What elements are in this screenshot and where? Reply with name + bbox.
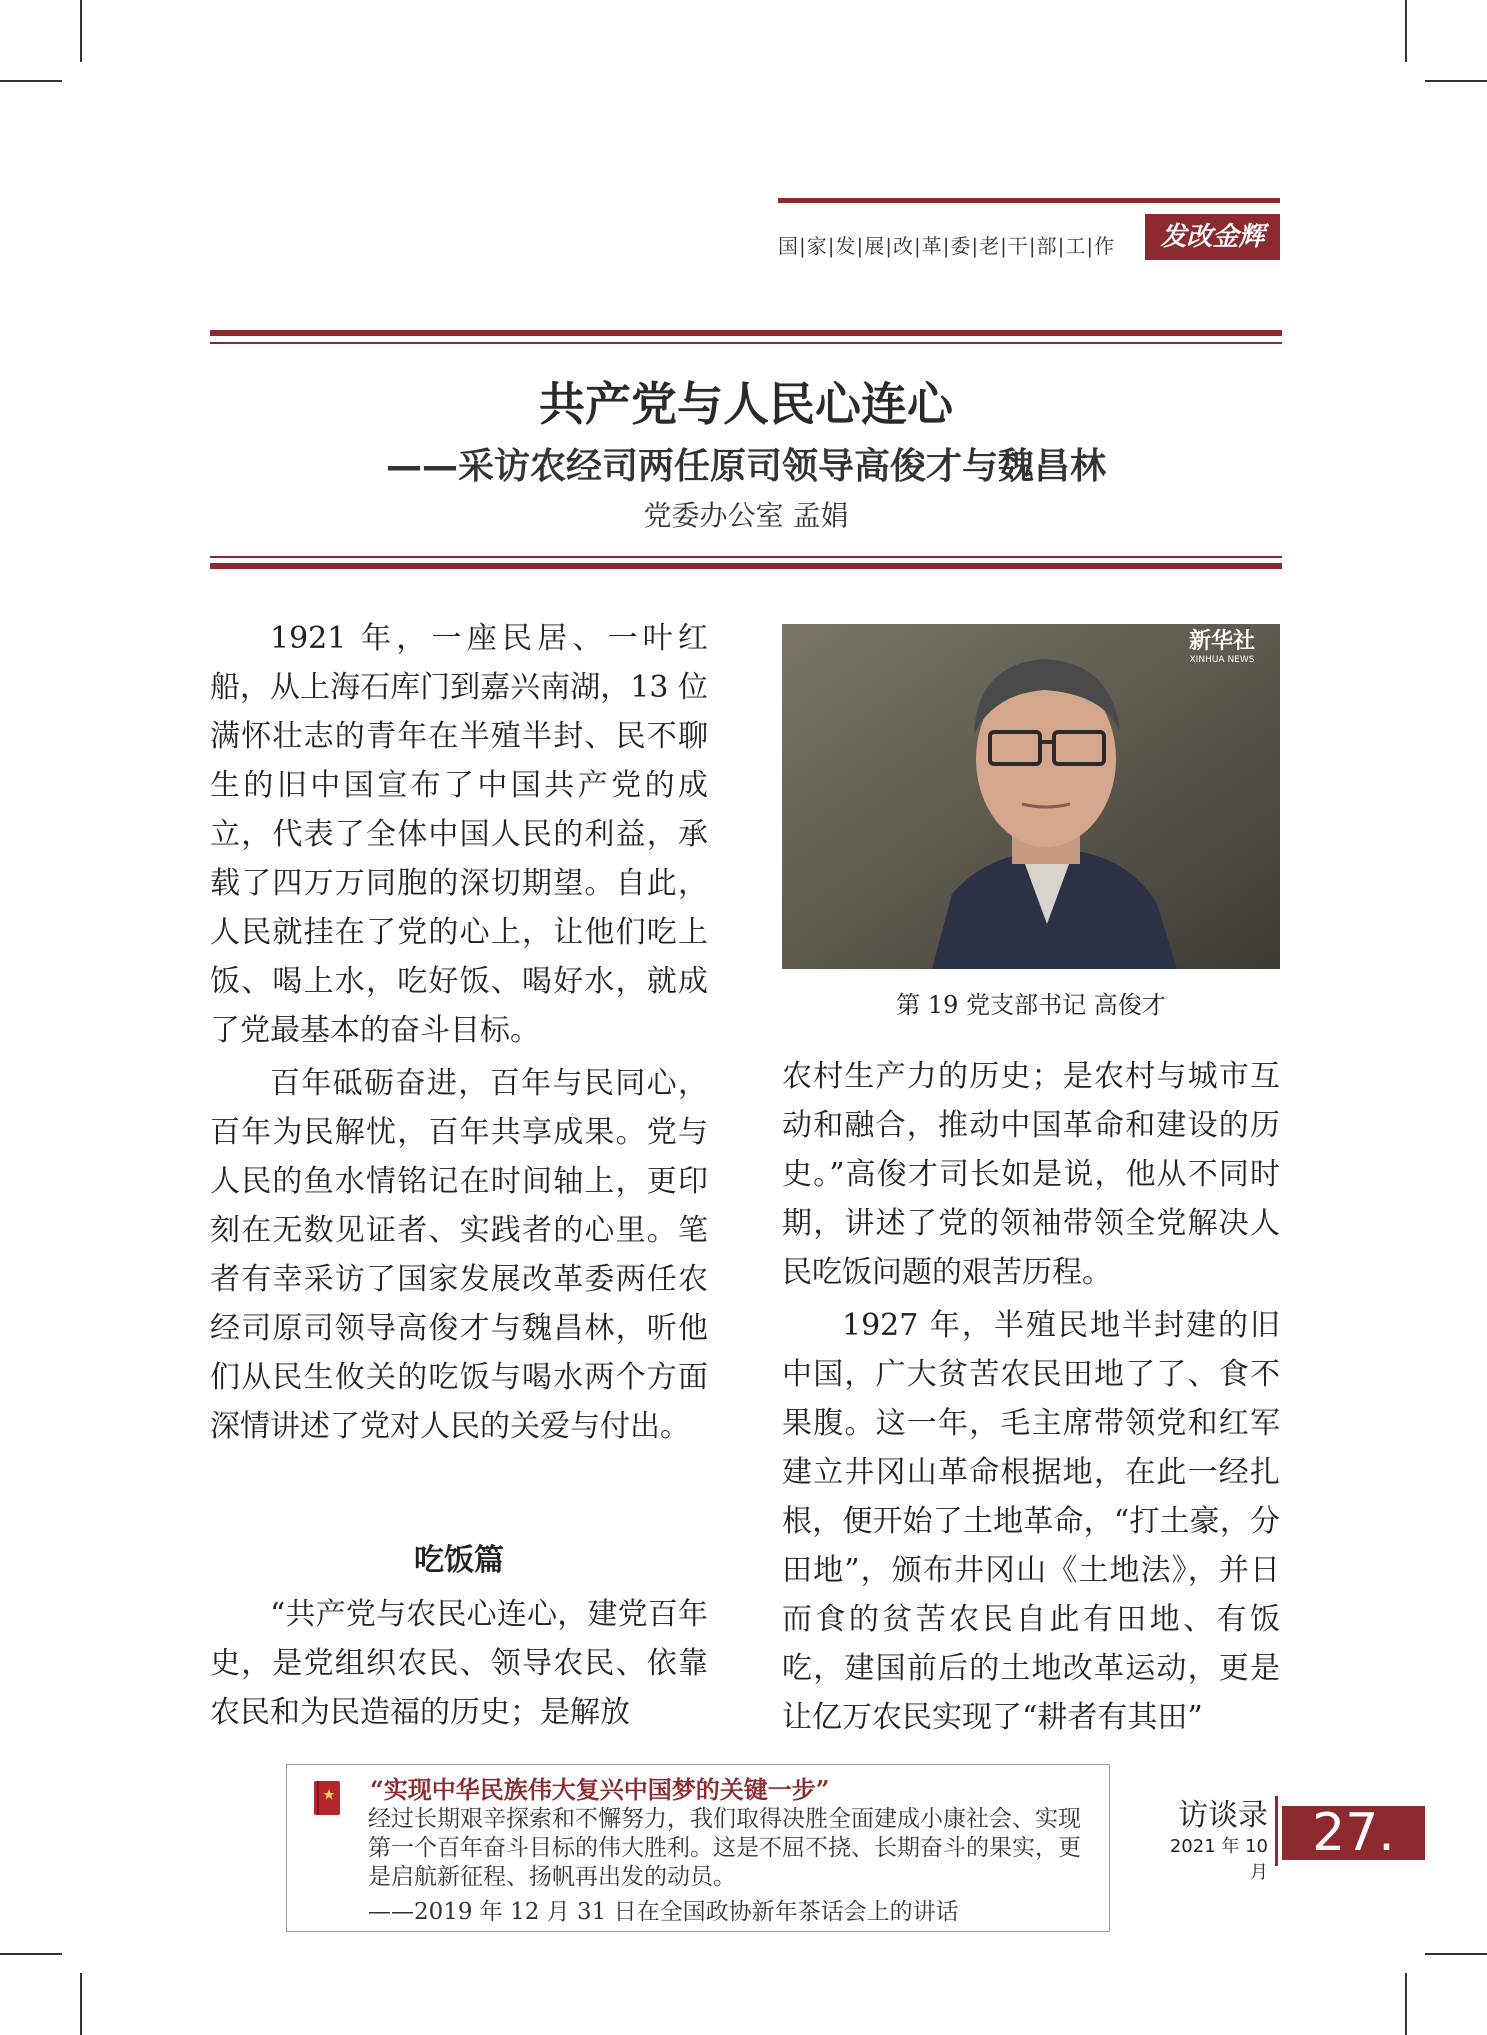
paragraph: “共产党与农民心连心，建党百年史，是党组织农民、领导农民、依靠农民和为民造福的历史；是解放 (210, 1597, 708, 1730)
title-rule-top-thin (210, 342, 1282, 344)
quote-source: ——2019 年 12 月 31 日在全国政协新年茶话会上的讲话 (368, 1899, 959, 1925)
folio-label (1148, 1798, 1268, 1886)
crop-mark (0, 80, 62, 82)
crop-mark (1405, 1973, 1407, 2035)
paragraph: 1921 年，一座民居、一叶红船，从上海石库门到嘉兴南湖，13 位满怀壮志的青年在半殖半封、民不聊生的旧中国宣布了中国共产党的成立，代表了全体中国人民的利益，承载了四万万同胞的深切期望。自此，人民就挂在了党的心上，让他们吃上饭、喝上水，吃好饭、喝好水，就成了党最基本的奋斗目标。 (210, 621, 708, 1048)
title-rule-bottom (210, 563, 1282, 569)
quote-title: “实现中华民族伟大复兴中国梦的关键一步” (370, 1775, 830, 1804)
section-heading: 吃饭篇 (414, 1543, 504, 1578)
folio-divider (1275, 1796, 1278, 1866)
crop-mark (1425, 80, 1487, 82)
header-badge: 发改金辉 (1145, 214, 1280, 260)
page-number: 27. (1282, 1806, 1425, 1860)
header-org-name: 国|家|发|展|改|革|委|老|干|部|工|作 (778, 234, 1116, 258)
photo-watermark-en: XINHUA NEWS (1189, 655, 1255, 665)
title-rule-bottom-thin (210, 556, 1282, 558)
quote-body: 经过长期艰辛探索和不懈努力，我们取得决胜全面建成小康社会、实现第一个百年奋斗目标的伟大胜利。这是不屈不挠、长期奋斗的果实，更是启航新征程、扬帆再出发的动员。 (368, 1806, 1081, 1890)
crop-mark (0, 1953, 62, 1955)
crop-mark (1425, 1953, 1487, 1955)
paragraph: 百年砥砺奋进，百年与民同心，百年为民解忧，百年共享成果。党与人民的鱼水情铭记在时间轴上，更印刻在无数见证者、实践者的心里。笔者有幸采访了国家发展改革委两任农经司原司领导高俊才与魏昌林，听他们从民生攸关的吃饭与喝水两个方面深情讲述了党对人民的关爱与付出。 (210, 1066, 708, 1444)
crop-mark (1405, 0, 1407, 62)
photo-caption: 第 19 党支部书记 高俊才 (896, 991, 1166, 1019)
left-column-lower (210, 1590, 708, 1737)
article-author: 党委办公室 孟娟 (643, 499, 849, 532)
book-icon (312, 1779, 342, 1817)
article-title: 共产党与人民心连心 (539, 377, 953, 431)
portrait-photo (782, 624, 1280, 969)
folio-section: 访谈录 (1178, 1798, 1268, 1833)
crop-mark (80, 0, 82, 62)
header-rule (778, 198, 1280, 203)
crop-mark (80, 1973, 82, 2035)
left-column (210, 614, 708, 1451)
article-subtitle: ——采访农经司两任原司领导高俊才与魏昌林 (385, 446, 1106, 487)
title-rule-top (210, 330, 1282, 336)
paragraph: 1927 年，半殖民地半封建的旧中国，广大贫苦农民田地了了、食不果腹。这一年，毛主席带领党和红军建立井冈山革命根据地，在此一经扎根，便开始了土地革命，“打土豪，分田地”，颁布井冈山《土地法》，并日而食的贫苦农民自此有田地、有饭吃，建国前后的土地改革运动，更是让亿万农民实现了“耕者有其田” (782, 1308, 1280, 1735)
portrait-illustration (782, 624, 1280, 969)
paragraph: 农村生产力的历史；是农村与城市互动和融合，推动中国革命和建设的历史。”高俊才司长如是说，他从不同时期，讲述了党的领袖带领全党解决人民吃饭问题的艰苦历程。 (782, 1059, 1280, 1290)
folio-date: 2021 年 10 月 (1169, 1836, 1268, 1883)
photo-watermark: 新华社 (1188, 629, 1256, 654)
right-column (782, 1052, 1280, 1742)
